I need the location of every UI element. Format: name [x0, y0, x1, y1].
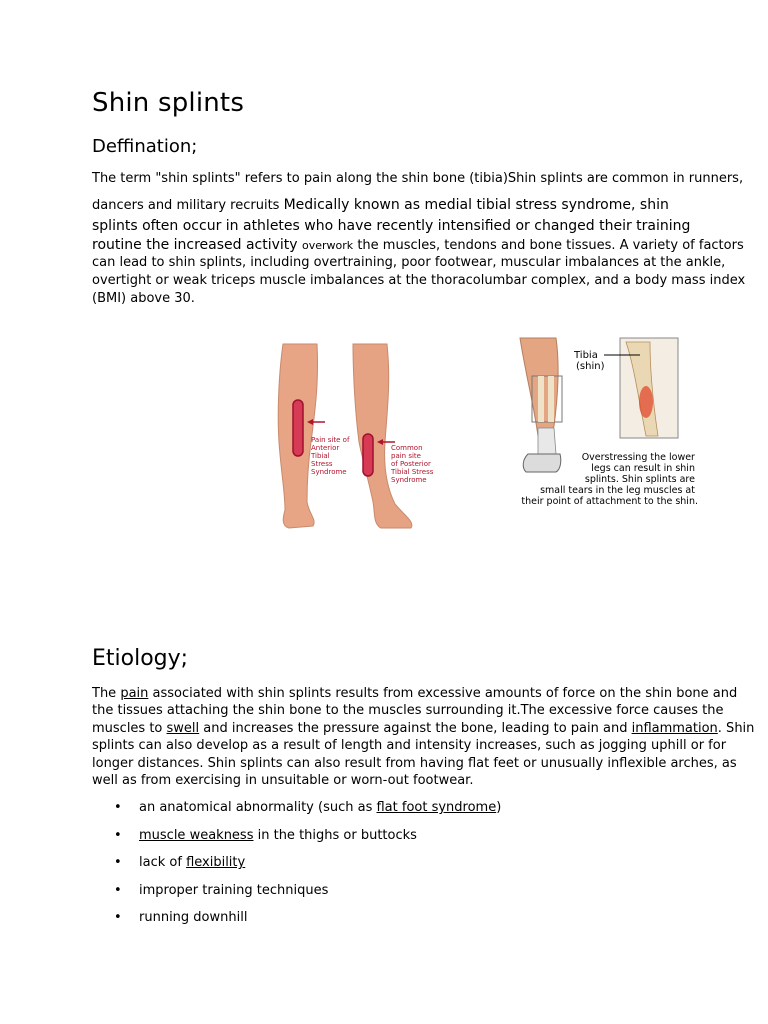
etiology-line: the tissues attaching the shin bone to the muscles surrounding it.The excessive force causes the — [92, 703, 724, 718]
tibia-caption: Overstressing the lower legs can result in shin splints. Shin splints are small tears in the leg muscles at their point of attachment to the shin. — [521, 452, 698, 507]
list-item: • muscle weakness in the thighs or buttocks — [114, 827, 417, 843]
tibia-label: Tibia (shin) — [574, 350, 605, 372]
posterior-pain-marker — [363, 434, 373, 476]
definition-line: (BMI) above 30. — [92, 291, 195, 306]
shin-pain-sites-figure — [255, 342, 435, 542]
definition-line: overtight or weak triceps muscle imbalances at the thoracolumbar complex, and a body mass index — [92, 273, 746, 288]
etiology-line: longer distances. Shin splints can also result from having flat feet or unusually inflexible arches, as — [92, 756, 737, 771]
definition-line: routine the increased activity overwork the muscles, tendons and bone tissues. A variety of factors — [92, 237, 744, 253]
list-item: • lack of flexibility — [114, 855, 246, 870]
definition-line: can lead to shin splints, including overtraining, poor footwear, muscular imbalances at the ankle, — [92, 255, 726, 270]
list-item: • an anatomical abnormality (such as flat foot syndrome) — [114, 800, 502, 815]
posterior-label: Common pain site of Posterior Tibial Stress Syndrome — [391, 444, 434, 484]
definition-line: dancers and military recruits Medically known as medial tibial stress syndrome, shin — [92, 197, 669, 213]
muscle-weakness-link[interactable]: muscle weakness — [139, 827, 254, 843]
definition-heading: Deffination; — [92, 136, 198, 157]
inflammation-link[interactable]: inflammation — [631, 721, 718, 736]
list-item: • running downhill — [114, 910, 248, 925]
page-title: Shin splints — [92, 88, 245, 118]
etiology-line: The pain associated with shin splints results from excessive amounts of force on the shin bone and — [92, 686, 738, 701]
causes-list — [92, 800, 501, 938]
flat-foot-link[interactable]: flat foot syndrome — [376, 800, 497, 815]
etiology-line: splints can also develop as a result of length and intensity increases, such as jogging uphill or for — [92, 738, 727, 753]
definition-line: splints often occur in athletes who have recently intensified or changed their training — [92, 218, 691, 234]
definition-line: The term "shin splints" refers to pain along the shin bone (tibia)Shin splints are common in runners, — [92, 171, 744, 186]
anterior-pain-marker — [293, 400, 303, 456]
pain-link[interactable]: pain — [120, 686, 149, 701]
etiology-line: muscles to swell and increases the pressure against the bone, leading to pain and inflammation. Shin — [92, 721, 755, 736]
etiology-heading: Etiology; — [92, 646, 189, 671]
tibia-illustration — [500, 336, 700, 508]
flexibility-link[interactable]: flexibility — [186, 855, 246, 870]
etiology-line: well as from exercising in unsuitable or worn-out footwear. — [92, 773, 474, 788]
anterior-label: Pain site of Anterior Tibial Stress Syndrome — [311, 436, 350, 476]
list-item: • improper training techniques — [114, 882, 329, 898]
swell-link[interactable]: swell — [166, 721, 200, 736]
